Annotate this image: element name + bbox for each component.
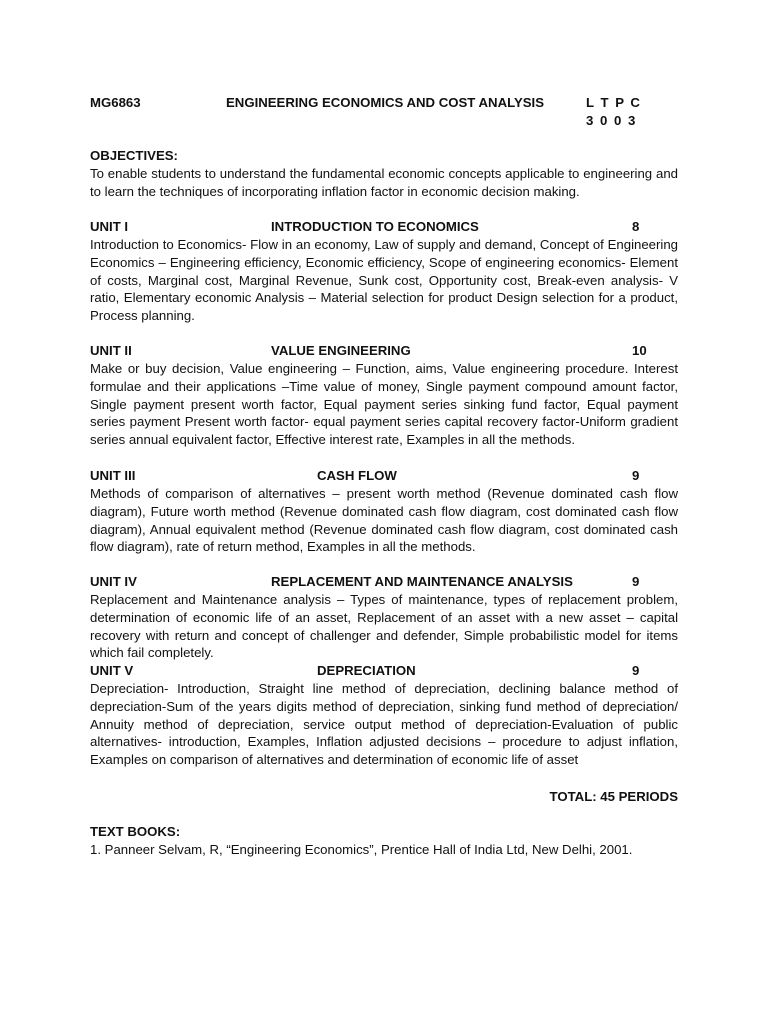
textbooks-heading: TEXT BOOKS:	[90, 824, 181, 839]
unit-text: Methods of comparison of alternatives – present worth method (Revenue dominated cash flow diagram), Future worth method (Revenue dominated cash flow diagram, cost dominated cash flow diagram), Annual equivalent method (Revenue dominated cash flow diagram, cost dominated cash flow diagram), rate of return method, Examples in all the methods.	[90, 486, 678, 555]
unit-hours: 9	[632, 468, 640, 483]
unit-section	[90, 342, 678, 449]
unit-title: VALUE ENGINEERING	[271, 343, 411, 358]
unit-title: DEPRECIATION	[317, 663, 416, 678]
objectives-text: To enable students to understand the fundamental economic concepts applicable to engineering and to learn the techniques of incorporating inflation factor in economic decision making.	[90, 165, 678, 199]
unit-label: UNIT V	[90, 663, 134, 678]
unit-title: CASH FLOW	[317, 468, 397, 483]
unit-section	[90, 573, 678, 662]
unit-section	[90, 662, 678, 769]
textbooks-section	[90, 823, 678, 859]
unit-section	[90, 467, 678, 556]
unit-hours: 10	[632, 343, 647, 358]
unit-heading	[90, 662, 678, 680]
unit-section	[90, 218, 678, 325]
course-title: ENGINEERING ECONOMICS AND COST ANALYSIS	[226, 95, 544, 110]
unit-title: REPLACEMENT AND MAINTENANCE ANALYSIS	[271, 574, 573, 589]
unit-hours: 8	[632, 219, 640, 234]
textbook-item: 1. Panneer Selvam, R, “Engineering Economics”, Prentice Hall of India Ltd, New Delhi, 2001.	[90, 841, 633, 857]
unit-heading	[90, 467, 678, 485]
unit-heading	[90, 342, 678, 360]
unit-title: INTRODUCTION TO ECONOMICS	[271, 219, 479, 234]
unit-heading	[90, 218, 678, 236]
course-code: MG6863	[90, 95, 141, 110]
ltpc-values: 3 0 0 3	[586, 113, 637, 128]
unit-hours: 9	[632, 663, 640, 678]
unit-text: Make or buy decision, Value engineering – Function, aims, Value engineering procedure. Interest formulae and their applications –Time value of money, Single payment compound amount factor, Single payment present worth factor, Equal payment series sinking fund factor, Equal payment series payment Present worth factor- equal payment series capital recovery factor-Uniform gradient series annual equivalent factor, Effective interest rate, Examples in all the methods.	[90, 361, 678, 448]
unit-heading	[90, 573, 678, 591]
unit-label: UNIT III	[90, 468, 136, 483]
unit-label: UNIT IV	[90, 574, 137, 589]
unit-label: UNIT II	[90, 343, 132, 358]
unit-text: Depreciation- Introduction, Straight line method of depreciation, declining balance method of depreciation-Sum of the years digits method of depreciation, sinking fund method of depreciation/ Annuity method of depreciation, service output method of depreciation-Evaluation of public alternatives- introduction, Examples, Inflation adjusted decisions – procedure to adjust inflation, Examples on comparison of alternatives and determination of economic life of asset	[90, 681, 678, 768]
unit-label: UNIT I	[90, 219, 129, 234]
course-header	[90, 94, 680, 134]
total-periods: TOTAL: 45 PERIODS	[549, 789, 678, 804]
unit-hours: 9	[632, 574, 640, 589]
unit-text: Introduction to Economics- Flow in an economy, Law of supply and demand, Concept of Engineering Economics – Engineering efficiency, Economic efficiency, Scope of engineering economics- Element of costs, Marginal cost, Marginal Revenue, Sunk cost, Opportunity cost, Break-even analysis- V ratio, Elementary economic Analysis – Material selection for product Design selection for a product, Process planning.	[90, 237, 678, 324]
ltpc-label: L T P C	[586, 95, 642, 110]
objectives-heading: OBJECTIVES:	[90, 148, 178, 163]
objectives-section	[90, 147, 678, 200]
unit-text: Replacement and Maintenance analysis – Types of maintenance, types of replacement problem, determination of economic life of an asset, Replacement of an asset with a new asset – capital recovery with return and concept of challenger and defender, Simple probabilistic model for items which fail completely.	[90, 592, 678, 661]
